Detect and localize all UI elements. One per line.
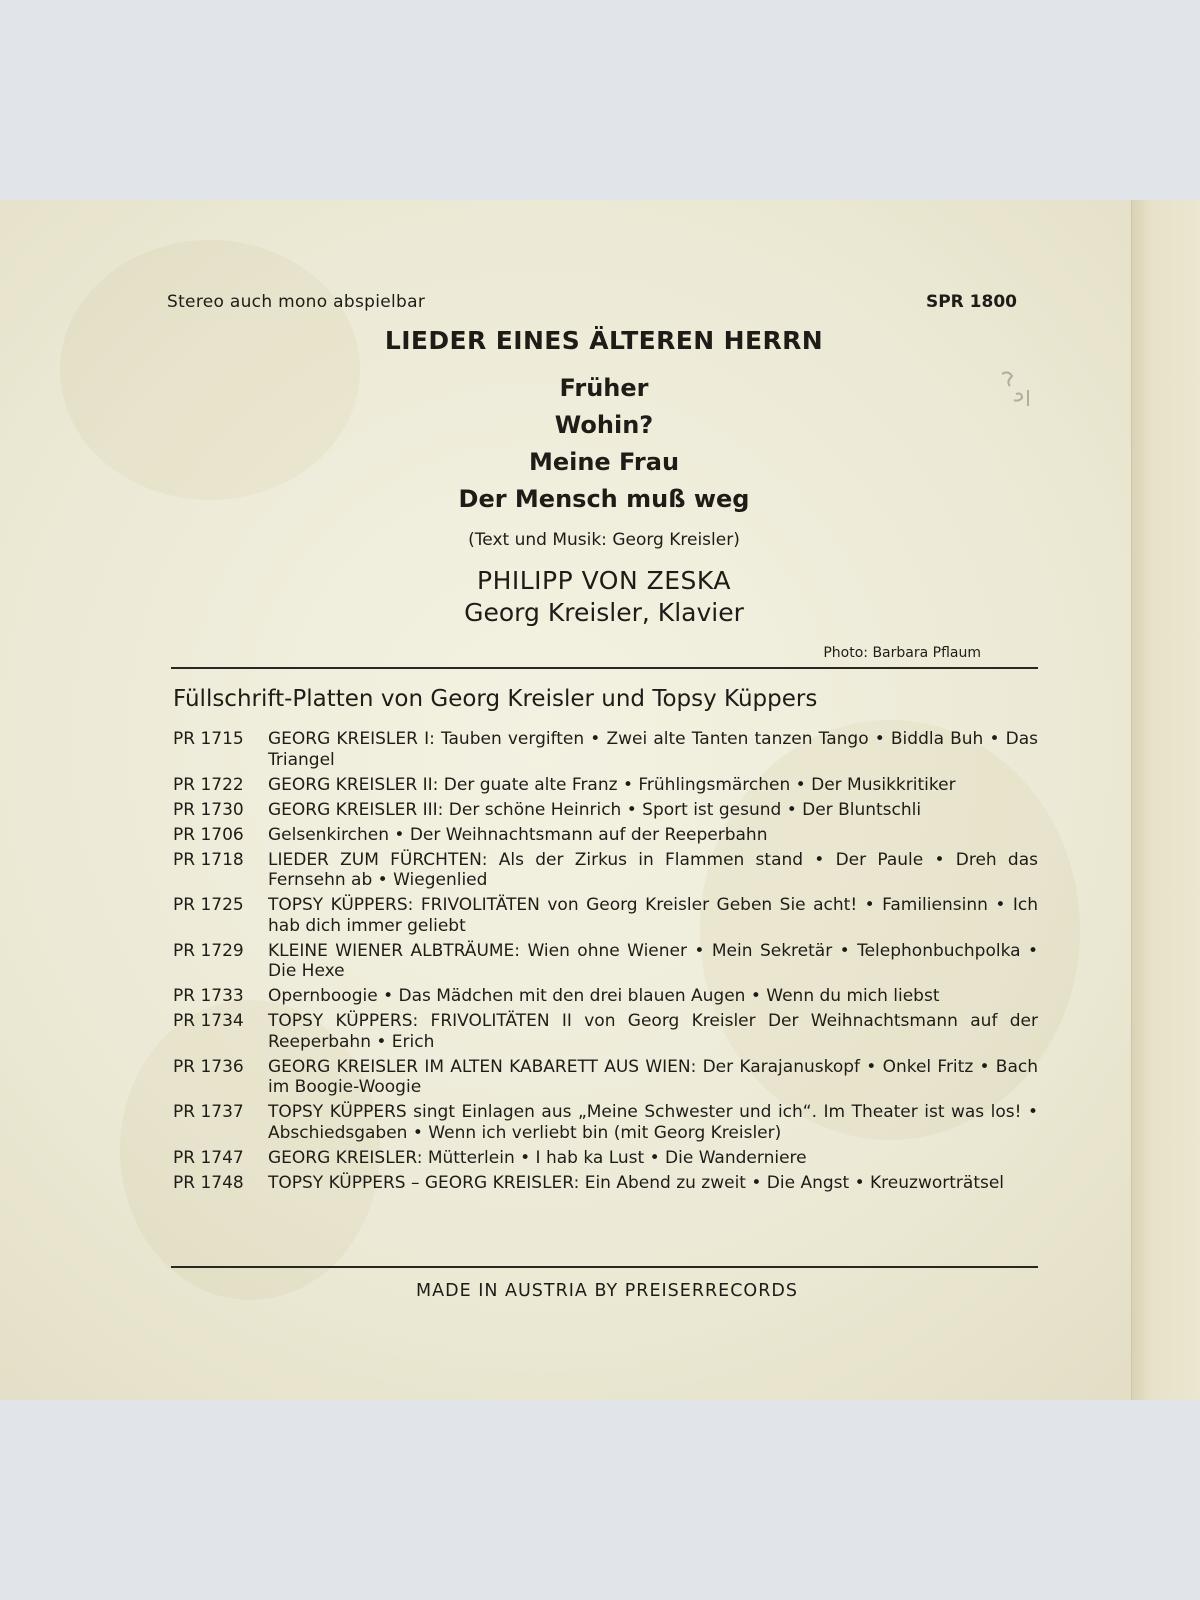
record-number: PR 1736 <box>173 1056 244 1077</box>
divider-top <box>171 667 1038 669</box>
manufacturer-note: MADE IN AUSTRIA BY PREISERRECORDS <box>416 1281 798 1301</box>
record-description: KLEINE WIENER ALBTRÄUME: Wien ohne Wiener • Mein Sekretär • Telephonbuchpolka • Die Hexe <box>268 940 1038 981</box>
record-entry <box>173 895 1038 936</box>
catalog-heading: Füllschrift-Platten von Georg Kreisler und Topsy Küppers <box>173 686 818 712</box>
song-title: Früher <box>559 374 649 402</box>
record-description: TOPSY KÜPPERS – GEORG KREISLER: Ein Abend zu zweit • Die Angst • Kreuzworträtsel <box>268 1172 1005 1193</box>
record-entry <box>173 775 1038 796</box>
record-catalog-list <box>173 729 1038 1198</box>
song-title: Meine Frau <box>528 448 680 476</box>
record-number: PR 1722 <box>173 774 244 795</box>
record-entry <box>173 1173 1038 1194</box>
record-number: PR 1733 <box>173 986 244 1006</box>
record-number: PR 1729 <box>173 940 244 961</box>
record-number: PR 1734 <box>173 1011 244 1031</box>
playback-note: Stereo auch mono abspielbar <box>167 292 426 312</box>
song-title: Der Mensch muß weg <box>458 485 750 513</box>
record-description: TOPSY KÜPPERS: FRIVOLITÄTEN II von Georg Kreisler Der Weihnachtsmann auf der Reeperbahn • Erich <box>268 1011 1038 1052</box>
record-description: GEORG KREISLER IM ALTEN KABARETT AUS WIEN: Der Karajanuskopf • Onkel Fritz • Bach im Boogie-Woogie <box>268 1056 1038 1097</box>
record-sleeve-back <box>0 200 1200 1400</box>
pencil-mark <box>996 368 1036 412</box>
record-entry <box>173 850 1038 891</box>
record-entry <box>173 800 1038 821</box>
record-description: Opernboogie • Das Mädchen mit den drei blauen Augen • Wenn du mich liebst <box>268 986 940 1006</box>
record-number: PR 1706 <box>173 824 244 845</box>
record-description: TOPSY KÜPPERS singt Einlagen aus „Meine Schwester und ich“. Im Theater ist was los! • Abschiedsgaben • Wenn ich verliebt bin (mit Georg Kreisler) <box>268 1102 1038 1143</box>
record-number: PR 1718 <box>173 849 244 870</box>
record-entry <box>173 1057 1038 1098</box>
record-description: GEORG KREISLER III: Der schöne Heinrich • Sport ist gesund • Der Bluntschli <box>268 799 922 820</box>
record-entry <box>173 729 1038 770</box>
record-description: TOPSY KÜPPERS: FRIVOLITÄTEN von Georg Kreisler Geben Sie acht! • Familiensinn • Ich hab dich immer geliebt <box>268 895 1038 936</box>
record-description: GEORG KREISLER II: Der guate alte Franz • Frühlingsmärchen • Der Musikkritiker <box>268 774 956 795</box>
record-entry <box>173 1148 1038 1169</box>
song-title: Wohin? <box>554 411 654 439</box>
record-number: PR 1747 <box>173 1147 244 1168</box>
record-entry <box>173 986 1038 1007</box>
record-entry <box>173 825 1038 846</box>
performer-name: PHILIPP VON ZESKA <box>477 566 731 595</box>
record-number: PR 1737 <box>173 1102 244 1122</box>
record-number: PR 1748 <box>173 1172 244 1193</box>
catalog-number: SPR 1800 <box>925 292 1017 312</box>
record-entry <box>173 941 1038 982</box>
album-title: LIEDER EINES ÄLTEREN HERRN <box>384 326 824 355</box>
record-entry <box>173 1011 1038 1052</box>
record-number: PR 1715 <box>173 729 244 749</box>
record-entry <box>173 1102 1038 1143</box>
record-description: GEORG KREISLER I: Tauben vergiften • Zwei alte Tanten tanzen Tango • Biddla Buh • Das Triangel <box>268 729 1038 770</box>
songwriter-credit: (Text und Musik: Georg Kreisler) <box>468 530 740 550</box>
record-number: PR 1730 <box>173 799 244 820</box>
photo-credit: Photo: Barbara Pflaum <box>823 645 981 661</box>
pianist-credit: Georg Kreisler, Klavier <box>464 598 744 627</box>
record-description: LIEDER ZUM FÜRCHTEN: Als der Zirkus in Flammen stand • Der Paule • Dreh das Fernsehn ab • Wiegenlied <box>268 849 1038 890</box>
record-number: PR 1725 <box>173 895 244 915</box>
record-description: GEORG KREISLER: Mütterlein • I hab ka Lust • Die Wanderniere <box>268 1147 807 1168</box>
divider-bottom <box>171 1266 1038 1268</box>
record-description: Gelsenkirchen • Der Weihnachtsmann auf der Reeperbahn <box>268 824 768 845</box>
